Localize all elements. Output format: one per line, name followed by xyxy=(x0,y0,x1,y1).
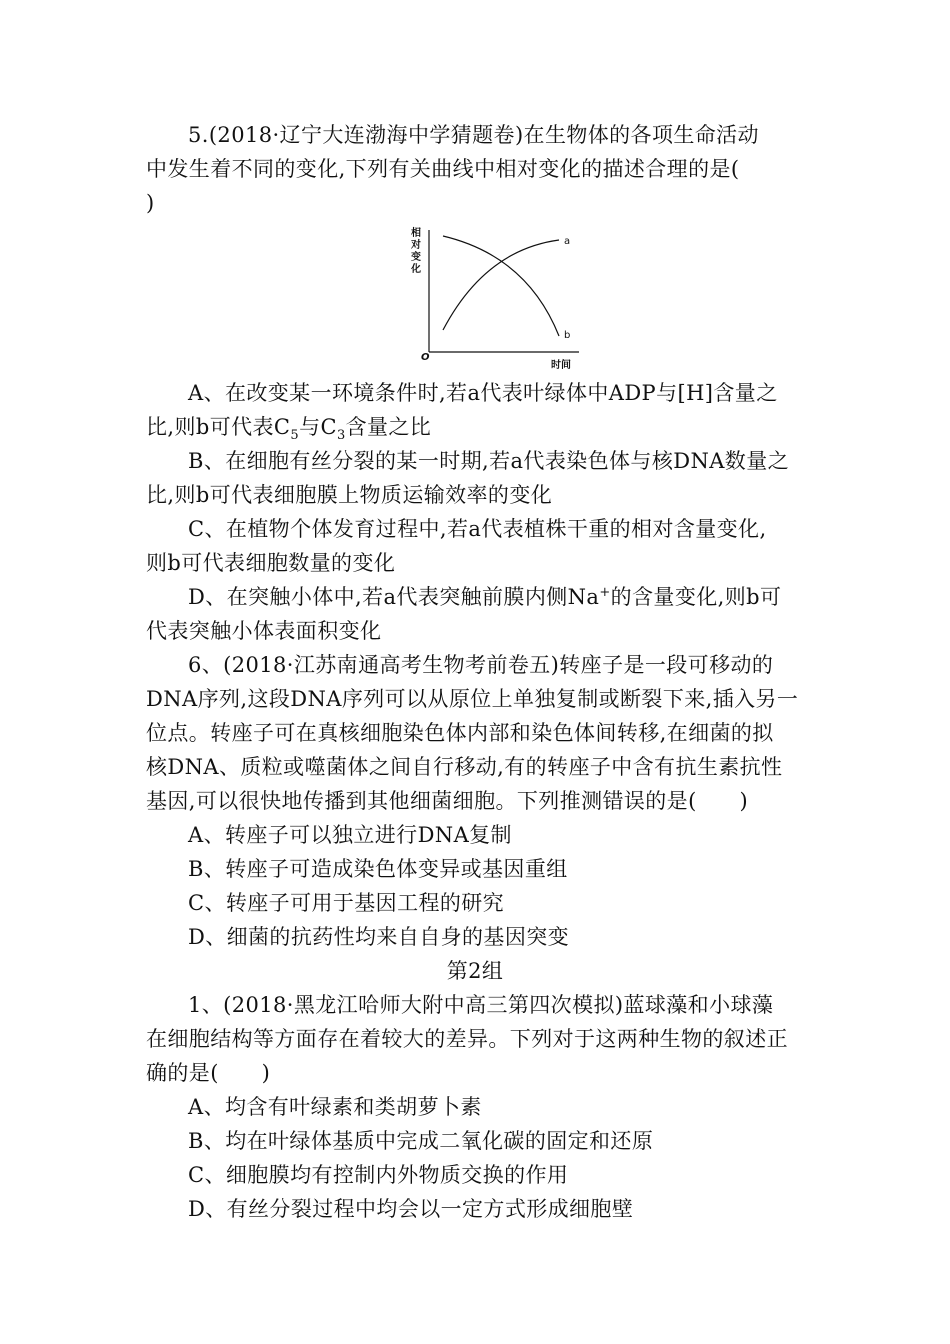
relative-change-graph xyxy=(405,222,585,372)
group-title: 第2组 xyxy=(446,959,504,983)
g2q1-option-a: A、均含有叶绿素和类胡萝卜素 xyxy=(188,1095,482,1119)
g2q1-stem-line-2: 在细胞结构等方面存在着较大的差异。下列对于这两种生物的叙述正 xyxy=(146,1027,788,1051)
superscript-plus: + xyxy=(599,585,611,600)
q6-stem-line-1: 6、(2018·江苏南通高考生物考前卷五)转座子是一段可移动的 xyxy=(188,653,774,677)
subscript-5: 5 xyxy=(290,428,300,444)
g2q1-stem-line-3: 确的是( ) xyxy=(146,1061,271,1085)
y-axis-label-char-2: 对 xyxy=(411,240,421,251)
q5-option-a-line-1: A、在改变某一环境条件时,若a代表叶绿体中ADP与[H]含量之 xyxy=(188,381,778,405)
q6-option-d: D、细菌的抗药性均来自自身的基因突变 xyxy=(188,925,570,949)
q6-option-b: B、转座子可造成染色体变异或基因重组 xyxy=(188,857,568,881)
curve-b-label: b xyxy=(564,330,571,341)
y-axis-label-char-1: 相 xyxy=(411,228,421,239)
subscript-3: 3 xyxy=(336,428,346,444)
q5-stem-line-1: 5.(2018·辽宁大连渤海中学猜题卷)在生物体的各项生命活动 xyxy=(188,123,759,147)
q5-option-d-line-1 xyxy=(188,580,814,614)
q5-stem-line-2: 中发生着不同的变化,下列有关曲线中相对变化的描述合理的是( xyxy=(146,157,740,181)
curve-a-label: a xyxy=(564,236,571,247)
q5-option-b-line-1: B、在细胞有丝分裂的某一时期,若a代表染色体与核DNA数量之 xyxy=(188,449,790,473)
x-axis-label: 时间 xyxy=(551,360,571,371)
q5-option-a-text-1: 比,则b可代表C xyxy=(146,415,291,439)
origin-label: O xyxy=(421,352,430,363)
curve-a xyxy=(443,240,559,330)
q5-option-d-line-2: 代表突触小体表面积变化 xyxy=(146,619,382,643)
q5-option-a-text-3: 含量之比 xyxy=(345,415,432,439)
q6-stem-line-3: 位点。转座子可在真核细胞染色体内部和染色体间转移,在细菌的拟 xyxy=(146,721,774,745)
q5-stem-line-3: ) xyxy=(146,191,155,215)
q5-option-d-text-2: 的含量变化,则b可 xyxy=(610,585,782,609)
q6-option-a: A、转座子可以独立进行DNA复制 xyxy=(188,823,512,847)
y-axis-label-char-4: 化 xyxy=(411,264,421,275)
q5-option-b-line-2: 比,则b可代表细胞膜上物质运输效率的变化 xyxy=(146,483,553,507)
q6-stem-line-4: 核DNA、质粒或噬菌体之间自行移动,有的转座子中含有抗生素抗性 xyxy=(146,755,783,779)
q5-option-a-text-2: 与C xyxy=(299,415,337,439)
curve-b xyxy=(443,236,559,336)
g2q1-option-d: D、有丝分裂过程中均会以一定方式形成细胞壁 xyxy=(188,1197,634,1221)
q6-option-c: C、转座子可用于基因工程的研究 xyxy=(188,891,505,915)
q6-stem-line-5: 基因,可以很快地传播到其他细菌细胞。下列推测错误的是( ) xyxy=(146,789,749,813)
q5-option-c-line-1: C、在植物个体发育过程中,若a代表植株干重的相对含量变化, xyxy=(188,517,767,541)
q5-option-a-line-2 xyxy=(146,410,814,444)
q6-stem-line-2: DNA序列,这段DNA序列可以从原位上单独复制或断裂下来,插入另一 xyxy=(146,687,799,711)
y-axis-label-char-3: 变 xyxy=(411,252,421,263)
g2q1-stem-line-1: 1、(2018·黑龙江哈师大附中高三第四次模拟)蓝球藻和小球藻 xyxy=(188,993,774,1017)
g2q1-option-b: B、均在叶绿体基质中完成二氧化碳的固定和还原 xyxy=(188,1129,654,1153)
q5-option-c-line-2: 则b可代表细胞数量的变化 xyxy=(146,551,396,575)
q5-option-d-text-1: D、在突触小体中,若a代表突触前膜内侧Na xyxy=(188,585,600,609)
q5-figure xyxy=(405,222,585,372)
g2q1-option-c: C、细胞膜均有控制内外物质交换的作用 xyxy=(188,1163,569,1187)
